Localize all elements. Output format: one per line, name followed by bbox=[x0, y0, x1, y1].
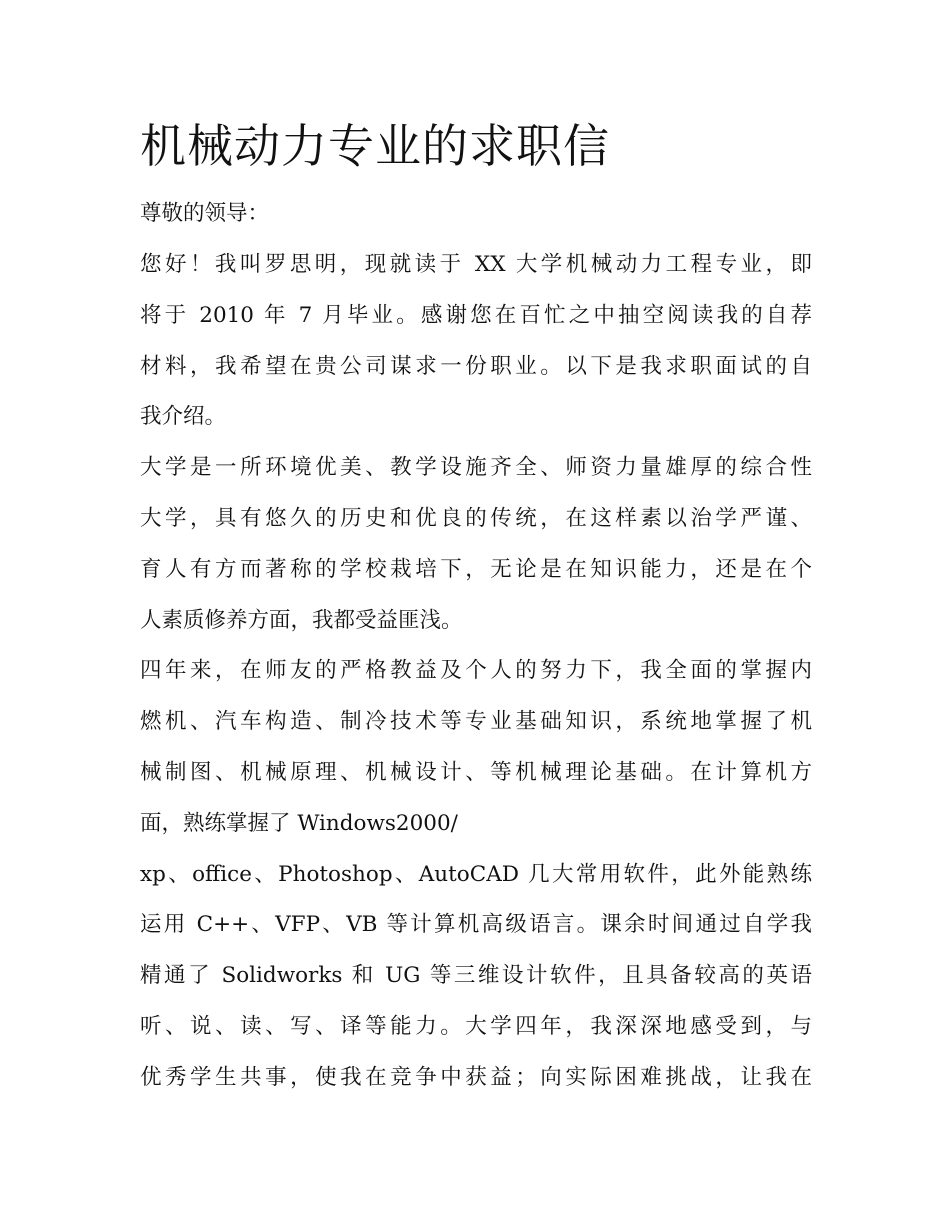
text-line: 械制图、机械原理、机械设计、等机械理论基础。在计算机方 bbox=[140, 759, 812, 785]
text-line: 材料，我希望在贵公司谋求一份职业。以下是我求职面试的自 bbox=[140, 353, 812, 379]
text-line: 我介绍。 bbox=[140, 404, 227, 430]
text-line: 将于 2010 年 7 月毕业。感谢您在百忙之中抽空阅读我的自荐 bbox=[140, 302, 812, 328]
document-title: 机械动力专业的求职信 bbox=[140, 119, 610, 173]
salutation: 尊敬的领导： bbox=[140, 201, 270, 226]
text-line: 面，熟练掌握了 Windows2000/ bbox=[140, 810, 458, 836]
document-body bbox=[140, 112, 812, 1104]
text-line: 大学是一所环境优美、教学设施齐全、师资力量雄厚的综合性 bbox=[140, 455, 812, 481]
text-line: 听、说、读、写、译等能力。大学四年，我深深地感受到，与 bbox=[140, 1013, 812, 1039]
text-line: xp、office、Photoshop、AutoCAD 几大常用软件，此外能熟练 bbox=[140, 861, 812, 887]
text-line: 燃机、汽车构造、制冷技术等专业基础知识，系统地掌握了机 bbox=[140, 709, 812, 735]
text-line: 优秀学生共事，使我在竞争中获益；向实际困难挑战，让我在 bbox=[140, 1064, 812, 1090]
text-line: 运用 C++、VFP、VB 等计算机高级语言。课余时间通过自学我 bbox=[140, 912, 812, 938]
text-line: 四年来，在师友的严格教益及个人的努力下，我全面的掌握内 bbox=[140, 658, 812, 684]
letter-text bbox=[140, 188, 812, 1104]
text-line: 人素质修养方面，我都受益匪浅。 bbox=[140, 607, 463, 633]
text-line: 大学，具有悠久的历史和优良的传统，在这样素以治学严谨、 bbox=[140, 505, 812, 531]
text-line: 育人有方而著称的学校栽培下，无论是在知识能力，还是在个 bbox=[140, 556, 812, 582]
text-line: 精通了 Solidworks 和 UG 等三维设计软件，且具备较高的英语 bbox=[140, 963, 812, 989]
text-line: 您好！我叫罗思明，现就读于 XX 大学机械动力工程专业，即 bbox=[140, 252, 812, 277]
